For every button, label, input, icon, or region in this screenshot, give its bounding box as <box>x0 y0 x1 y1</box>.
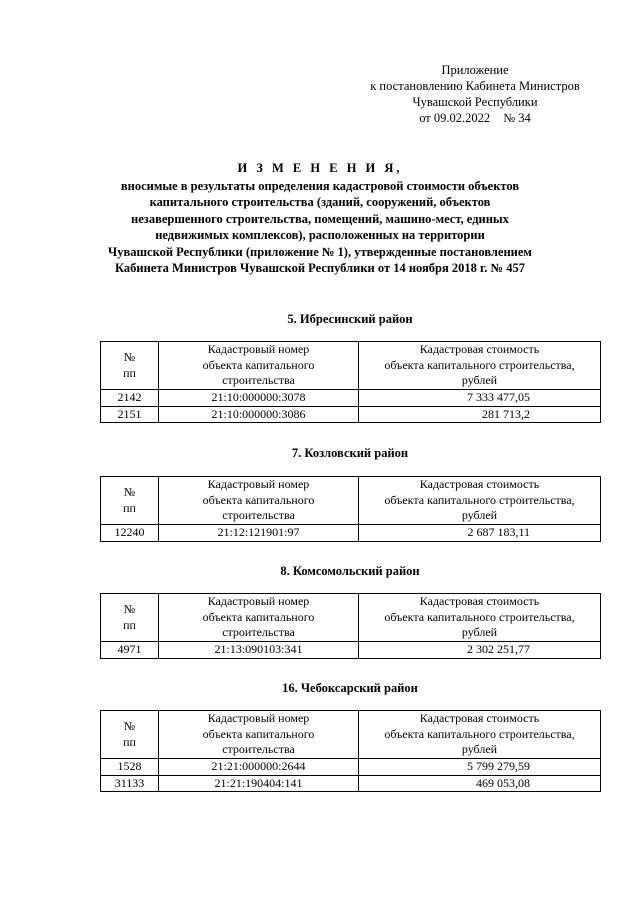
header-number: № пп <box>101 477 159 525</box>
section-title-ibresinsky: 5. Ибресинский район <box>287 312 413 326</box>
appendix-resolution: к постановлению Кабинета Министров <box>370 79 580 93</box>
header-number: № пп <box>101 594 159 642</box>
table-header-row <box>101 711 601 759</box>
header-value: Кадастровая стоимость объекта капитального строительства, рублей <box>359 342 601 390</box>
appendix-date-line <box>340 110 610 126</box>
row-number: 31133 <box>101 775 159 792</box>
document-heading <box>60 160 580 277</box>
heading-line-2: капитального строительства (зданий, сооружений, объектов <box>149 195 491 209</box>
table-row <box>101 390 601 407</box>
heading-line-6: Кабинета Министров Чувашской Республики от 14 ноября 2018 г. № 457 <box>115 261 525 275</box>
document-title: И З М Е Н Е Н И Я, <box>237 161 403 175</box>
section-title-kozlovsky: 7. Козловский район <box>291 446 409 460</box>
table-row <box>101 406 601 423</box>
row-value: 469 053,08 <box>359 775 601 792</box>
table-header-row <box>101 594 601 642</box>
appendix-block <box>340 62 610 126</box>
section-title-komsomolsky: 8. Комсомольский район <box>280 564 420 578</box>
section-title-cheboksarsky: 16. Чебоксарский район <box>282 681 418 695</box>
row-cadastral: 21:10:000000:3086 <box>159 406 359 423</box>
row-number: 4971 <box>101 642 159 659</box>
table-ibresinsky <box>100 341 601 423</box>
table-header-row <box>101 342 601 390</box>
row-cadastral: 21:21:000000:2644 <box>159 759 359 776</box>
appendix-number: № 34 <box>503 111 531 125</box>
row-cadastral: 21:21:190404:141 <box>159 775 359 792</box>
table-kozlovsky <box>100 476 601 542</box>
row-value: 5 799 279,59 <box>359 759 601 776</box>
row-number: 2142 <box>101 390 159 407</box>
heading-line-5: Чувашской Республики (приложение № 1), утвержденные постановлением <box>108 244 532 259</box>
row-number: 1528 <box>101 759 159 776</box>
table-komsomolsky <box>100 593 601 659</box>
header-number: № пп <box>101 711 159 759</box>
appendix-republic: Чувашской Республики <box>412 95 538 109</box>
row-value: 7 333 477,05 <box>359 390 601 407</box>
row-value: 2 687 183,11 <box>359 525 601 542</box>
appendix-date: от 09.02.2022 <box>419 111 491 125</box>
header-cadastral: Кадастровый номер объекта капитального строительства <box>159 594 359 642</box>
row-value: 281 713,2 <box>359 406 601 423</box>
appendix-title: Приложение <box>441 63 509 77</box>
row-value: 2 302 251,77 <box>359 642 601 659</box>
header-cadastral: Кадастровый номер объекта капитального строительства <box>159 711 359 759</box>
row-cadastral: 21:10:000000:3078 <box>159 390 359 407</box>
row-cadastral: 21:13:090103:341 <box>159 642 359 659</box>
header-value: Кадастровая стоимость объекта капитального строительства, рублей <box>359 477 601 525</box>
header-number: № пп <box>101 342 159 390</box>
row-cadastral: 21:12:121901:97 <box>159 525 359 542</box>
heading-line-4: недвижимых комплексов), расположенных на территории <box>155 228 485 242</box>
table-row <box>101 759 601 776</box>
row-number: 2151 <box>101 406 159 423</box>
heading-line-1: вносимые в результаты определения кадастровой стоимости объектов <box>120 178 520 193</box>
table-cheboksarsky <box>100 710 601 792</box>
header-value: Кадастровая стоимость объекта капитального строительства, рублей <box>359 594 601 642</box>
heading-line-3: незавершенного строительства, помещений, машино-мест, единых <box>131 211 509 226</box>
table-row <box>101 642 601 659</box>
row-number: 12240 <box>101 525 159 542</box>
table-row <box>101 525 601 542</box>
table-row <box>101 775 601 792</box>
table-header-row <box>101 477 601 525</box>
header-cadastral: Кадастровый номер объекта капитального строительства <box>159 342 359 390</box>
header-value: Кадастровая стоимость объекта капитального строительства, рублей <box>359 711 601 759</box>
header-cadastral: Кадастровый номер объекта капитального строительства <box>159 477 359 525</box>
